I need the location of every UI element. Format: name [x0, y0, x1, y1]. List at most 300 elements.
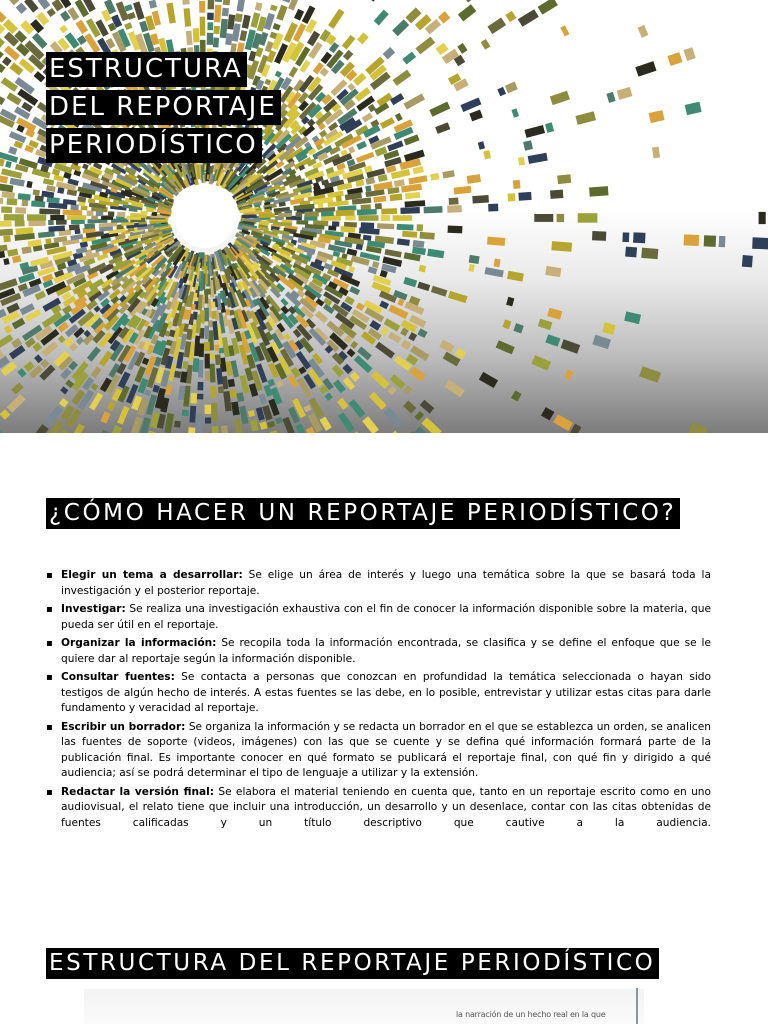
burst-tile [0, 334, 13, 350]
burst-tile [144, 389, 151, 396]
structure-divider [636, 988, 638, 1024]
burst-tile [184, 8, 192, 27]
burst-tile [545, 122, 554, 133]
burst-tile [361, 204, 371, 210]
bullet-icon: ▪ [46, 786, 53, 798]
burst-tile [289, 66, 299, 77]
structure-slide [0, 948, 768, 1024]
burst-tile [87, 347, 101, 362]
burst-tile [107, 401, 116, 411]
burst-tile [204, 326, 209, 340]
burst-tile [193, 28, 200, 42]
burst-tile [685, 102, 702, 115]
burst-tile [505, 11, 516, 22]
burst-tile [617, 87, 633, 100]
burst-tile [15, 220, 25, 226]
burst-tile [50, 215, 64, 220]
burst-tile [345, 216, 355, 221]
burst-tile [205, 405, 212, 414]
burst-tile [625, 247, 637, 258]
step-item-draft [46, 720, 711, 782]
burst-tile [276, 5, 287, 21]
burst-tile [472, 195, 489, 203]
burst-tile [77, 196, 86, 202]
burst-tile [383, 407, 402, 427]
burst-tile [0, 197, 3, 204]
burst-tile [689, 422, 708, 433]
burst-tile [361, 222, 375, 228]
burst-tile [494, 259, 501, 268]
burst-tile [469, 110, 483, 122]
burst-tile [511, 390, 522, 401]
burst-tile [393, 70, 412, 86]
burst-tile [369, 392, 387, 410]
burst-tile [99, 222, 118, 227]
burst-tile [349, 286, 360, 295]
burst-tile [347, 348, 356, 357]
burst-tile [448, 291, 468, 303]
burst-tile [304, 211, 318, 217]
burst-tile [250, 419, 259, 431]
burst-tile [457, 43, 467, 54]
burst-tile [38, 231, 55, 238]
burst-tile [223, 0, 231, 5]
burst-tile [47, 8, 56, 17]
burst-tile [18, 193, 31, 201]
burst-tile [435, 122, 450, 134]
burst-tile [15, 207, 26, 214]
burst-tile [208, 0, 215, 9]
burst-tile [242, 214, 257, 218]
burst-tile [557, 174, 571, 184]
burst-tile [348, 266, 355, 273]
burst-tile [112, 425, 122, 433]
burst-tile [413, 240, 425, 248]
burst-tile [578, 213, 598, 223]
burst-tile [20, 20, 34, 34]
burst-tile [215, 354, 221, 365]
burst-tile [458, 4, 476, 21]
burst-tile [275, 417, 283, 424]
burst-tile [419, 232, 434, 240]
burst-tile [152, 212, 158, 216]
burst-tile [0, 428, 4, 433]
burst-tile [24, 0, 38, 13]
burst-tile [404, 134, 420, 145]
burst-tile [63, 209, 83, 215]
burst-tile [455, 348, 466, 359]
burst-tile [468, 264, 474, 272]
burst-tile [357, 209, 377, 215]
burst-tile [547, 308, 562, 320]
burst-tile [221, 425, 229, 433]
burst-tile [414, 411, 424, 421]
burst-tile [575, 111, 596, 125]
burst-tile [524, 125, 545, 138]
structure-heading: ESTRUCTURA DEL REPORTAJE PERIODÍSTICO [46, 948, 659, 979]
burst-tile [59, 25, 68, 34]
burst-tile [0, 409, 10, 420]
burst-tile [511, 108, 519, 117]
burst-tile [405, 192, 420, 199]
burst-tile [91, 366, 102, 378]
burst-tile [56, 220, 67, 225]
burst-tile [0, 89, 5, 105]
burst-tile [45, 238, 51, 244]
burst-tile [624, 311, 641, 324]
burst-tile [3, 19, 18, 34]
burst-tile [343, 50, 353, 61]
burst-tile [270, 4, 278, 11]
burst-tile [11, 383, 23, 395]
burst-tile [561, 339, 581, 354]
burst-tile [487, 237, 505, 246]
burst-tile [204, 342, 210, 351]
bullet-icon: ▪ [46, 570, 53, 581]
burst-tile [194, 179, 199, 186]
burst-tile [0, 278, 18, 291]
burst-tile [60, 386, 68, 394]
burst-tile [479, 372, 498, 388]
step-text: Se recopila toda la información encontrada, se clasifica y se define el enfoque que se le quiere dar al reportaje según la información disponible. [61, 637, 711, 665]
burst-tile [259, 421, 267, 430]
burst-tile [380, 327, 389, 336]
burst-tile [31, 201, 45, 208]
bullet-icon: ▪ [46, 721, 53, 733]
burst-tile [342, 35, 356, 50]
burst-tile [639, 366, 661, 383]
burst-tile [380, 270, 388, 278]
burst-tile [332, 364, 344, 377]
step-item-investigate [46, 602, 711, 633]
burst-tile [449, 197, 459, 204]
burst-tile [551, 241, 572, 252]
burst-tile [7, 394, 26, 413]
step-term: Redactar la versión final: [61, 785, 215, 798]
cover-title [46, 52, 281, 166]
burst-tile [684, 234, 700, 246]
burst-tile [69, 224, 80, 230]
burst-tile [1, 206, 12, 213]
burst-tile [324, 393, 332, 401]
burst-tile [181, 0, 189, 5]
burst-tile [7, 249, 18, 257]
burst-tile [230, 389, 237, 399]
burst-tile [374, 10, 389, 26]
burst-tile [259, 394, 267, 405]
burst-tile [365, 185, 371, 192]
burst-tile [8, 146, 17, 155]
burst-tile [34, 354, 43, 363]
burst-tile [46, 185, 56, 192]
burst-tile [273, 23, 281, 31]
burst-tile [205, 371, 210, 381]
step-text: Se contacta a personas que conozcan en profundidad la temática seleccionada o hayan sido testigos de algún hecho de interés. A estas fuentes se las debe, en lo posible, entrevistar y utilizar estas citas para darle fundamento y veracidad al reportaje. [61, 671, 711, 714]
burst-tile [427, 249, 444, 259]
burst-tile [752, 237, 768, 249]
burst-tile [419, 265, 427, 273]
burst-tile [53, 174, 64, 182]
burst-tile [189, 406, 196, 423]
burst-tile [231, 401, 240, 415]
burst-tile [356, 152, 374, 163]
burst-tile [228, 379, 235, 387]
burst-tile [357, 32, 369, 44]
burst-tile [33, 189, 40, 195]
burst-tile [420, 400, 435, 414]
cover-title-line-1: ESTRUCTURA [46, 52, 247, 87]
burst-tile [342, 364, 352, 374]
burst-tile [372, 261, 379, 268]
burst-tile [635, 61, 656, 77]
burst-tile [207, 33, 214, 45]
burst-tile [564, 369, 573, 380]
burst-tile [704, 235, 716, 247]
burst-tile [397, 299, 404, 307]
burst-tile [541, 407, 554, 420]
burst-tile [545, 266, 561, 277]
burst-tile [31, 424, 49, 433]
burst-tile [385, 249, 402, 258]
burst-tile [405, 7, 421, 23]
burst-tile [0, 184, 13, 193]
burst-tile [377, 223, 394, 229]
burst-tile [242, 15, 251, 29]
burst-tile [359, 215, 379, 221]
step-text: Se elige un área de interés y luego una temática sobre la que se basará toda la investigación y el posterior reportaje. [61, 569, 711, 597]
burst-tile [397, 224, 414, 231]
burst-tile [4, 214, 24, 220]
step-item-consult-sources [46, 670, 711, 717]
burst-tile [0, 251, 5, 259]
burst-tile [318, 203, 324, 209]
burst-tile [505, 82, 518, 94]
step-text: Se realiza una investigación exhaustiva con el fin de conocer la información disponible sobre la materia, que pueda ser útil en el reportaje. [61, 603, 711, 631]
burst-tile [641, 248, 658, 259]
steps-list [46, 568, 711, 834]
burst-tile [350, 371, 360, 381]
burst-tile [381, 208, 397, 214]
step-text: Se organiza la información y se redacta un borrador en el que se establezca un orden, se analicen las fuentes de soporte (videos, imágenes) con las que se cuente y se defina qué información formará parte de la publicación final. Es importante conocer en qué formato se publicará el reportaje final, con qué fin y dirigido a qué audiencia; así se podrá determinar el tipo de lenguaje a utilizar y la extensión. [61, 720, 711, 779]
burst-tile [237, 0, 245, 12]
burst-tile [207, 13, 214, 20]
burst-tile [207, 22, 213, 30]
burst-tile [21, 246, 31, 254]
bullet-icon: ▪ [46, 604, 53, 615]
burst-tile [187, 427, 195, 433]
burst-tile [280, 298, 288, 306]
burst-tile [550, 91, 570, 105]
burst-tile [444, 380, 464, 398]
burst-tile [448, 225, 463, 233]
burst-tile [518, 9, 539, 27]
burst-tile [255, 2, 263, 11]
burst-tile [59, 398, 68, 407]
burst-tile [483, 150, 491, 159]
burst-tile [375, 342, 395, 359]
burst-tile [84, 223, 95, 229]
steps-heading: ¿CÓMO HACER UN REPORTAJE PERIODÍSTICO? [46, 498, 680, 529]
burst-tile [413, 166, 424, 174]
burst-tile [606, 92, 615, 103]
burst-tile [124, 4, 132, 11]
burst-tile [328, 225, 336, 230]
burst-tile [337, 398, 348, 410]
burst-tile [393, 215, 413, 221]
burst-tile [213, 38, 219, 48]
burst-tile [100, 411, 110, 423]
burst-tile [447, 205, 462, 213]
burst-tile [236, 392, 244, 402]
burst-tile [553, 414, 573, 431]
burst-tile [38, 0, 51, 10]
burst-tile [288, 0, 301, 11]
burst-tile [166, 3, 176, 24]
burst-tile [10, 178, 25, 187]
burst-tile [528, 153, 548, 164]
burst-tile [592, 231, 606, 241]
burst-tile [421, 417, 441, 433]
burst-tile [592, 335, 611, 349]
burst-tile [0, 229, 13, 237]
burst-tile [348, 146, 355, 153]
burst-tile [3, 258, 9, 265]
step-item-choose-topic [46, 568, 711, 599]
burst-tile [430, 173, 439, 181]
burst-tile [284, 333, 291, 340]
burst-tile [438, 11, 450, 23]
burst-tile [684, 47, 696, 61]
burst-tile [523, 140, 533, 150]
burst-tile [222, 8, 229, 17]
burst-tile [649, 110, 665, 123]
burst-tile [174, 371, 181, 378]
burst-tile [412, 247, 426, 256]
structure-snippet: la narración de un hecho real en la que [456, 1010, 606, 1019]
burst-tile [340, 226, 355, 233]
burst-tile [332, 221, 339, 226]
burst-tile [62, 305, 72, 315]
burst-tile [403, 401, 416, 414]
burst-tile [373, 196, 386, 203]
burst-tile [2, 56, 12, 66]
burst-tile [496, 340, 515, 354]
burst-tile [124, 22, 132, 30]
burst-tile [87, 210, 94, 216]
burst-tile [48, 220, 54, 225]
burst-tile [205, 418, 211, 424]
burst-tile [356, 141, 367, 150]
burst-tile [164, 413, 174, 433]
burst-tile [12, 255, 21, 263]
burst-tile [460, 97, 481, 112]
burst-tile [212, 426, 219, 433]
burst-tile [211, 311, 217, 319]
burst-tile [190, 393, 197, 404]
burst-tile [405, 200, 426, 207]
burst-tile [365, 177, 375, 185]
burst-tile [186, 31, 193, 46]
burst-tile [481, 39, 491, 50]
burst-tile [152, 385, 159, 393]
burst-tile [6, 303, 19, 314]
burst-tile [484, 267, 503, 277]
burst-tile [400, 207, 420, 214]
burst-tile [209, 364, 215, 383]
burst-tile [1, 191, 15, 198]
burst-tile [296, 212, 303, 217]
burst-tile [507, 271, 524, 282]
step-term: Investigar: [61, 603, 126, 615]
burst-tile [0, 221, 12, 227]
cover-title-line-3: PERIODÍSTICO [46, 128, 262, 163]
burst-tile [401, 340, 412, 350]
bullet-icon: ▪ [46, 638, 53, 649]
burst-tile [239, 30, 247, 41]
burst-tile [235, 13, 243, 22]
burst-tile [91, 383, 99, 391]
burst-tile [70, 234, 83, 240]
burst-tile [602, 322, 615, 334]
burst-tile [550, 190, 563, 199]
burst-tile [350, 341, 358, 349]
burst-tile [276, 380, 284, 388]
burst-tile [388, 332, 401, 344]
burst-tile [7, 198, 18, 205]
burst-tile [652, 147, 660, 159]
burst-tile [248, 410, 255, 417]
burst-tile [349, 399, 366, 418]
burst-tile [759, 212, 766, 224]
burst-tile [26, 181, 32, 188]
burst-tile [463, 0, 481, 3]
burst-tile [182, 361, 188, 369]
burst-tile [278, 213, 292, 217]
burst-tile [210, 386, 216, 398]
burst-tile [375, 203, 382, 209]
burst-tile [538, 0, 558, 15]
burst-tile [81, 206, 88, 211]
step-term: Consultar fuentes: [61, 671, 175, 683]
burst-tile [394, 179, 405, 187]
burst-tile [149, 0, 157, 9]
burst-tile [387, 386, 396, 395]
burst-tile [17, 368, 26, 378]
burst-tile [27, 214, 46, 220]
burst-tile [91, 216, 98, 220]
burst-tile [380, 117, 395, 129]
burst-tile [213, 26, 219, 34]
burst-tile [622, 232, 629, 242]
burst-tile [200, 17, 206, 36]
burst-tile [67, 215, 87, 220]
burst-tile [497, 87, 506, 96]
burst-tile [215, 0, 223, 2]
step-term: Elegir un tema a desarrollar: [61, 569, 243, 581]
burst-tile [488, 204, 498, 212]
burst-tile [390, 194, 403, 202]
burst-tile [378, 174, 388, 182]
burst-tile [508, 193, 516, 201]
burst-tile [118, 371, 131, 388]
burst-tile [506, 297, 514, 307]
burst-tile [545, 334, 560, 346]
burst-tile [356, 302, 365, 311]
burst-tile [336, 195, 342, 201]
burst-tile [351, 431, 364, 433]
burst-tile [16, 2, 27, 13]
burst-tile [328, 431, 340, 433]
